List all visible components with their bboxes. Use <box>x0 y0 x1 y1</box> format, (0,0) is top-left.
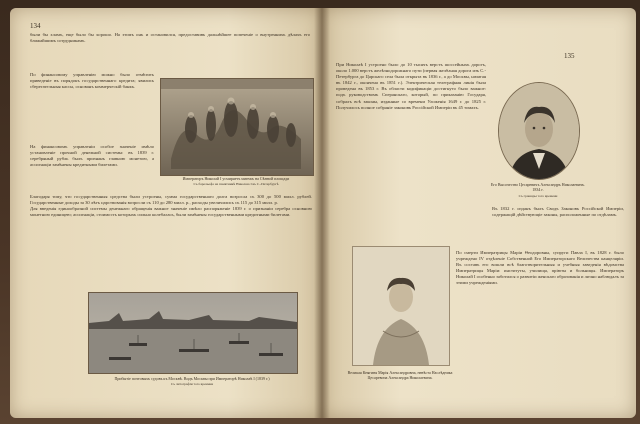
right-text-bottom <box>456 250 624 398</box>
grand-duchess-portrait-image <box>353 247 449 365</box>
right-paragraph-2: Въ 1832 г. изданъ былъ Сводъ Законовъ Россійской Имперіи, содержащій дѣйствующіе законы, расположенные по отдѣламъ. <box>492 206 624 218</box>
right-paragraph-3: По смерти Императрицы Маріи Ѳеодоровны, супруги Павла I, въ 1828 г. было учреждено IV отдѣленіе Собственной Его Императорскаго Величества канцеляріи. Въ составъ его вошли всѣ благотворительныя и учебныя заведенія вѣдомства Императрицы Маріи: институты, училища, пріюты и больницы. Императоръ Николай I особенно заботился о развитіи женскаго образованія и лично наблюдалъ за этими учрежденіями. <box>456 250 624 286</box>
tsarevich-portrait-image <box>499 83 579 179</box>
right-paragraph-1: При Николаѣ I устроено было до 10 тысячъ верстъ шоссейныхъ дорогъ, около 1.000 верстъ желѣзнодорожнаго пути (первая желѣзная дорога изъ С.-Петербурга до Царскаго села была открыта въ 1836 г., а до Москвы, начатая въ 1842 г., окончена въ 1851 г.). Электрическая телеграфная линія была проведена въ 1853 г. Въ области кодификаціи достигнуто было важное: подъ руководствомъ Сперанскаго, который, по приказанію Государя, собралъ всѣ законы, изданные со времени Уложенія 1649 г. до 1825 г. Получилось полное собраніе законовъ Россійской Имперіи въ 45 томахъ. <box>336 62 486 110</box>
grand-duchess-portrait <box>352 246 450 366</box>
moscow-river-subcaption: Съ литографіи того времени <box>170 382 214 386</box>
bas-relief-caption: Императоръ Николай I усмиряетъ мятежъ на Сѣнной площади <box>182 176 290 181</box>
tsarevich-caption: Его Высочество Цесаревичъ Александръ Николаевичъ. 1834 г. <box>490 182 586 192</box>
moscow-river-image <box>89 293 297 373</box>
right-page <box>322 8 636 418</box>
bas-relief-subcaption: Съ барельефа на памятникѣ Николаю I въ С.-Петербургѣ <box>193 182 279 186</box>
bas-relief-figure <box>160 78 314 176</box>
right-text-top <box>336 62 486 238</box>
left-paragraph-5: Для введенія единообразной системы денежнаго обращенія важное значеніе имѣло распоряженіе 1839 г. о признаніи серебра основною монетною единицею; ассигнаціи, стоимость которыхъ сильно колебалась, были замѣнены государственными кредитными билетами. <box>30 206 312 218</box>
left-paragraph-3: На финансовомъ управленіи особое значеніе имѣло установленіе прочной денежной системы: въ 1839 г. серебряный рубль былъ признанъ главною монетою, а ассигнаціи замѣнены кредитными билетами. <box>30 144 154 168</box>
left-paragraph-4: Благодаря тому, что государственныя средства были устроены, сумма государственнаго долга возросла съ 300 до 500 милл. рублей. Государственные доходы за 30 лѣтъ царствованія возросли съ 110 до 280 милл. р., расходы увеличились съ 115 до 315 милл. р. <box>30 194 312 206</box>
left-page <box>10 8 322 418</box>
book-gutter <box>314 8 330 418</box>
left-text-top <box>30 32 310 70</box>
right-text-beside-portrait <box>492 206 624 246</box>
moscow-river-caption: Прибытіе почтовыхъ судовъ къ Москвѣ. Видъ Москвы при Императорѣ Николаѣ I (1839 г.) <box>114 376 270 381</box>
bas-relief-image <box>161 79 313 175</box>
left-paragraph-1: были бы хламъ, еще было бы хорошо. На этомъ онъ и остановился, предоставивъ дальнѣйшее попеченіе о внутреннихъ дѣлахъ его ближайшимъ сотрудникамъ. <box>30 32 310 44</box>
moscow-river-figure <box>88 292 298 374</box>
left-paragraph-2: По финансовому управленію можно было отмѣтить приведеніе въ порядокъ государственнаго кредита; явились сберегательныя кассы, основанъ коммерческій банкъ. <box>30 72 154 90</box>
tsarevich-portrait <box>498 82 580 180</box>
grand-duchess-caption: Великая Княгиня Марія Александровна, невѣста Наслѣдника Цесаревича Александра Николаевича. <box>347 370 453 380</box>
left-text-beside-figure-2 <box>30 144 154 192</box>
left-text-middle <box>30 194 312 280</box>
left-text-beside-figure <box>30 72 154 140</box>
right-page-number: 135 <box>564 52 575 60</box>
left-page-number: 134 <box>30 22 41 30</box>
tsarevich-subcaption: Съ гравюры того времени <box>518 194 558 198</box>
